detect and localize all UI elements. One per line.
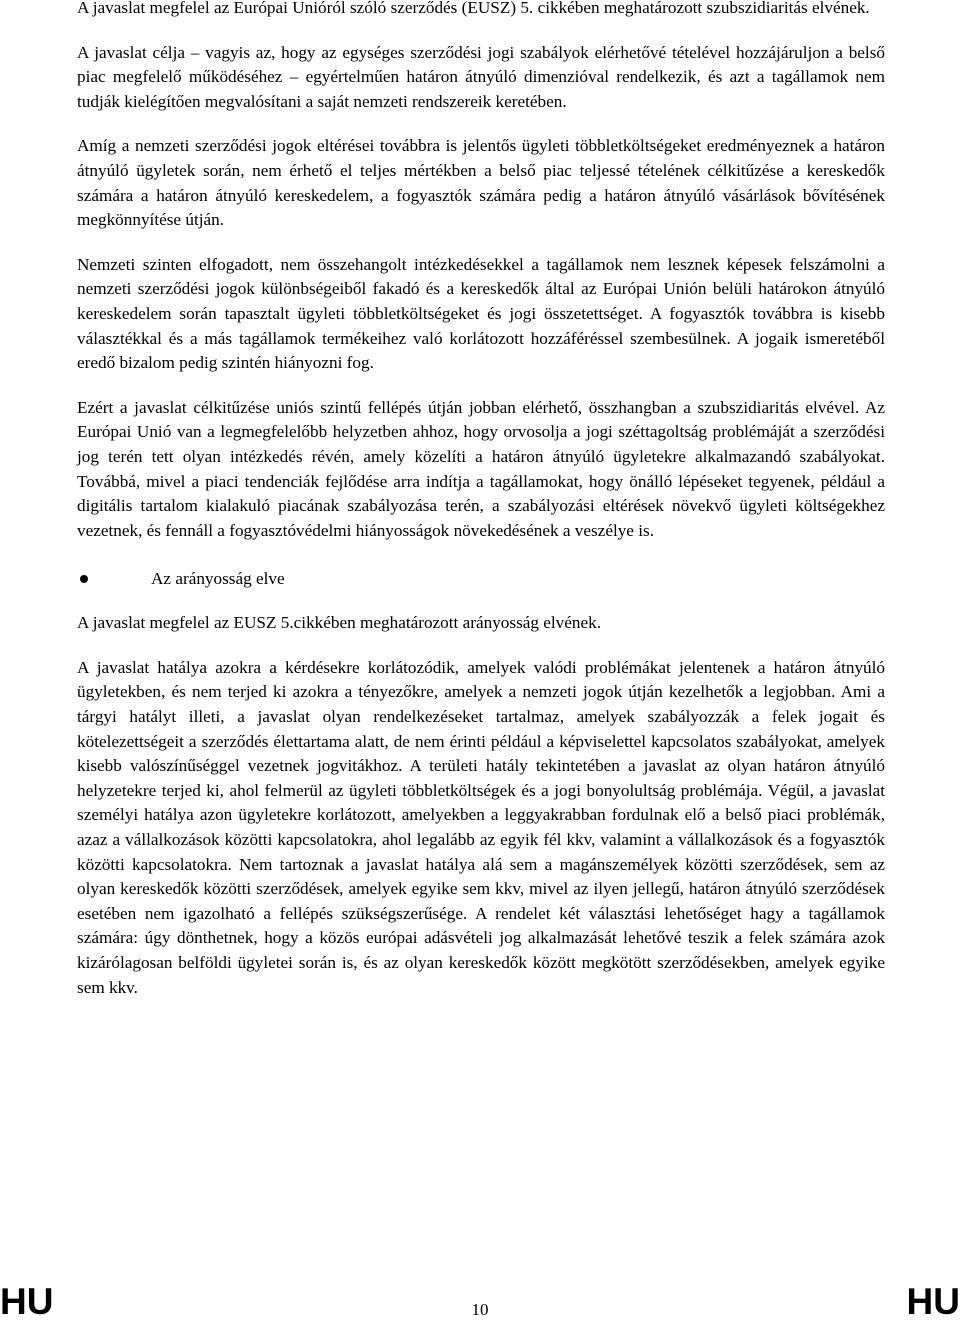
footer-language-left: HU	[0, 1281, 54, 1322]
section-heading-proportionality	[77, 567, 885, 591]
paragraph-contract-law-differences: Amíg a nemzeti szerződési jogok eltérései továbbra is jelentős ügyleti többletköltségeket eredményeznek a határon átnyúló ügyletek során, nem érhető el teljes mértékben a belső piac teljessé tételének célkitűzése a kereskedők számára a határon átnyúló kereskedelem, a fogyasztók számára pedig a határon átnyúló vásárlások bővítésének megkönnyítése útján.	[77, 136, 885, 230]
bullet-icon	[80, 575, 88, 583]
document-body	[77, 0, 885, 1000]
paragraph-scope-of-proposal: A javaslat hatálya azokra a kérdésekre korlátozódik, amelyek valódi problémákat jelentenek a határon átnyúló ügyletekben, és nem terjed ki azokra a tényezőkre, amelyek a nemzeti jogok útján kezelhetők a legjobban. Ami a tárgyi hatályt illeti, a javaslat olyan rendelkezéseket tartalmaz, amelyek szabályozzák a felek jogait és kötelezettségeit a szerződés élettartama alatt, de nem érinti például a képviselettel kapcsolatos szabályokat, amelyek kisebb valószínűséggel vezetnek jogvitákhoz. A területi hatály tekintetében a javaslat az olyan határon átnyúló helyzetekre terjed ki, ahol felmerül az ügyleti többletköltségek és a jogi bonyolultság problémája. Végül, a javaslat személyi hatálya azon ügyletekre korlátozott, amelyekben a leggyakrabban fordulnak elő a belső piaci problémák, azaz a vállalkozások közötti kapcsolatokra, ahol legalább az egyik fél kkv, valamint a vállalkozások és a fogyasztók közötti kapcsolatokra. Nem tartoznak a javaslat hatálya alá sem a magánszemélyek közötti szerződések, sem az olyan kereskedők közötti szerződések, amelyek egyike sem kkv, mivel az ilyen jellegű, határon átnyúló szerződések esetében nem igazolható a fellépés szükségszerűsége. A rendelet két választási lehetőséget hagy a tagállamok számára: úgy dönthetnek, hogy a közös európai adásvételi jog alkalmazását lehetővé teszik a felek számára azok kizárólagosan belföldi ügyletei során is, és az olyan kereskedők között megkötött szerződésekben, amelyek egyike sem kkv.	[77, 657, 885, 997]
footer-language-right: HU	[906, 1281, 960, 1322]
page-number: 10	[471, 1300, 489, 1319]
paragraph-subsidiarity-compliance: A javaslat megfelel az Európai Unióról szóló szerződés (EUSZ) 5. cikkében meghatározott szubszidiaritás elvének.	[77, 0, 870, 17]
paragraph-national-measures: Nemzeti szinten elfogadott, nem összehangolt intézkedésekkel a tagállamok nem lesznek képesek felszámolni a nemzeti szerződési jogok különbségeiből fakadó és a kereskedők által az Európai Unión belüli határokon átnyúló kereskedelem során tapasztalt ügyleti többletköltségeket és jogi összetettséget. A fogyasztók továbbra is kisebb választékkal és a más tagállamok termékeihez való korlátozott hozzáféréssel szembesülnek. A jogaik ismeretéből eredő bizalom pedig szintén hiányozni fog.	[77, 254, 885, 373]
paragraph-union-level-action: Ezért a javaslat célkitűzése uniós szintű fellépés útján jobban elérhető, összhangban a szubszidiaritás elvével. Az Európai Unió van a legmegfelelőbb helyzetben ahhoz, hogy orvosolja a jogi széttagoltság problémáját a szerződési jog terén tett olyan intézkedés révén, amely közelíti a határon átnyúló ügyletekre alkalmazandó szabályokat. Továbbá, mivel a piaci tendenciák fejlődése arra indítja a tagállamokat, hogy önálló lépéseket tegyenek, például a digitális tartalom kialakuló piacának szabályozása terén, a szabályozási eltérések növekvő ügyleti költségekhez vezetnek, és fennáll a fogyasztóvédelmi hiányosságok növekedésének a veszélye is.	[77, 397, 885, 540]
paragraph-proposal-aim: A javaslat célja – vagyis az, hogy az egységes szerződési jogi szabályok elérhetővé tételével hozzájáruljon a belső piac megfelelő működéséhez – egyértelműen határon átnyúló dimenzióval rendelkezik, és azt a tagállamok nem tudják kielégítően megvalósítani a saját nemzeti rendszereik keretében.	[77, 42, 885, 111]
paragraph-proportionality-compliance: A javaslat megfelel az EUSZ 5.cikkében meghatározott arányosság elvének.	[77, 613, 602, 633]
section-heading-text: Az arányosság elve	[151, 568, 285, 588]
